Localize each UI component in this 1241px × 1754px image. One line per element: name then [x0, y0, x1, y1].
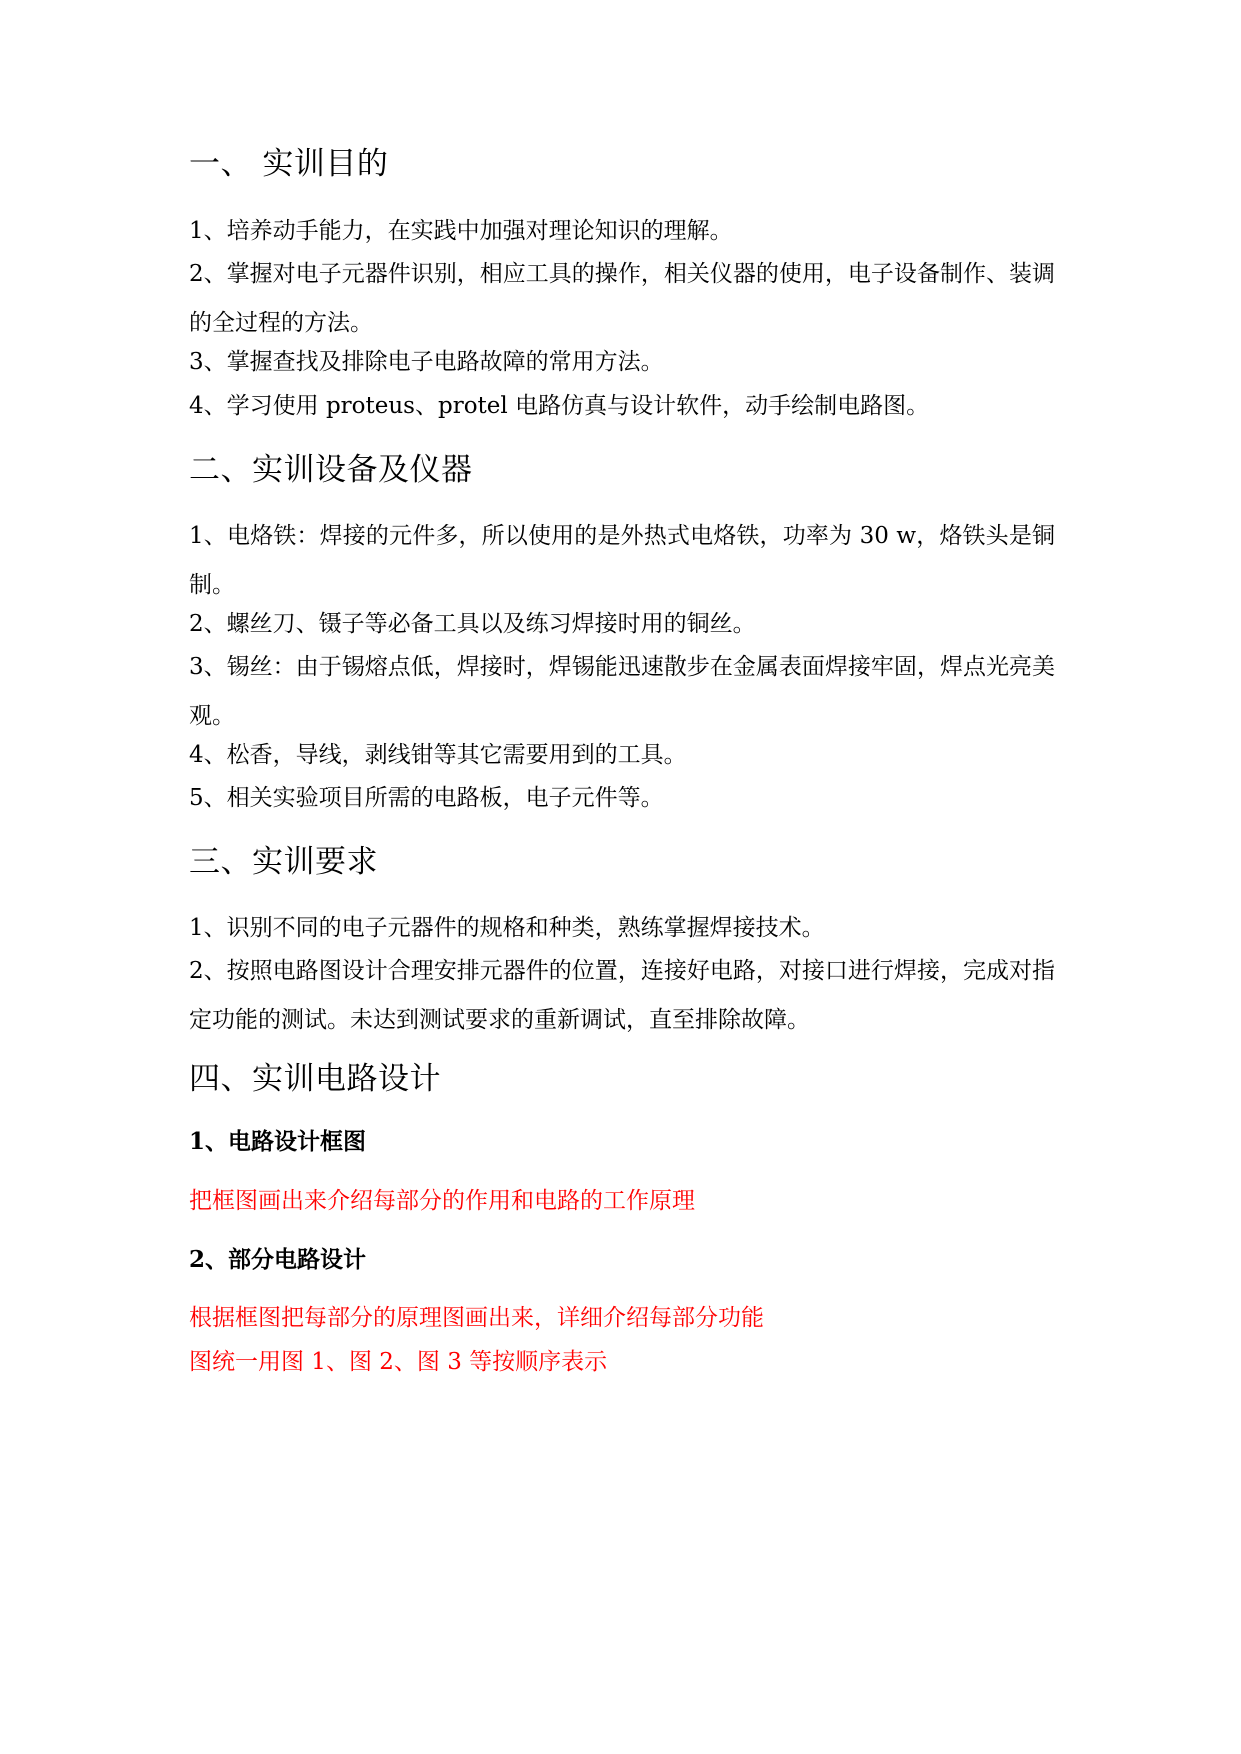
subsection-heading-partial-circuit: 2、部分电路设计	[189, 1246, 367, 1273]
equipment-item-4: 4、松香，导线，剥线钳等其它需要用到的工具。	[189, 742, 687, 768]
section-heading-requirements: 三、实训要求	[189, 844, 378, 880]
requirements-item-2: 2、按照电路图设计合理安排元器件的位置，连接好电路，对接口进行焊接，完成对指定功能的测试。未达到测试要求的重新调试，直至排除故障。	[189, 958, 1055, 1033]
equipment-item-1: 1、电烙铁：焊接的元件多，所以使用的是外热式电烙铁，功率为 30 w，烙铁头是铜制。	[189, 523, 1055, 598]
section-heading-purpose: 一、 实训目的	[189, 146, 389, 182]
purpose-item-1: 1、培养动手能力，在实践中加强对理论知识的理解。	[189, 218, 733, 244]
section-heading-equipment: 二、实训设备及仪器	[189, 452, 473, 488]
purpose-item-2: 2、掌握对电子元器件识别，相应工具的操作，相关仪器的使用，电子设备制作、装调的全过程的方法。	[189, 261, 1055, 336]
note-partial-circuit-2: 图统一用图 1、图 2、图 3 等按顺序表示	[189, 1349, 608, 1375]
purpose-item-4: 4、学习使用 proteus、protel 电路仿真与设计软件，动手绘制电路图。	[189, 393, 930, 419]
section-heading-circuit-design: 四、实训电路设计	[189, 1061, 441, 1097]
subsection-heading-block-diagram: 1、电路设计框图	[189, 1128, 367, 1155]
purpose-item-3: 3、掌握查找及排除电子电路故障的常用方法。	[189, 349, 664, 375]
equipment-item-3: 3、锡丝：由于锡熔点低，焊接时，焊锡能迅速散步在金属表面焊接牢固，焊点光亮美观。	[189, 654, 1055, 729]
note-partial-circuit-1: 根据框图把每部分的原理图画出来，详细介绍每部分功能	[189, 1305, 764, 1331]
equipment-item-5: 5、相关实验项目所需的电路板，电子元件等。	[189, 785, 664, 811]
note-block-diagram: 把框图画出来介绍每部分的作用和电路的工作原理	[189, 1188, 695, 1214]
equipment-item-2: 2、螺丝刀、镊子等必备工具以及练习焊接时用的铜丝。	[189, 611, 756, 637]
requirements-item-1: 1、识别不同的电子元器件的规格和种类，熟练掌握焊接技术。	[189, 915, 825, 941]
